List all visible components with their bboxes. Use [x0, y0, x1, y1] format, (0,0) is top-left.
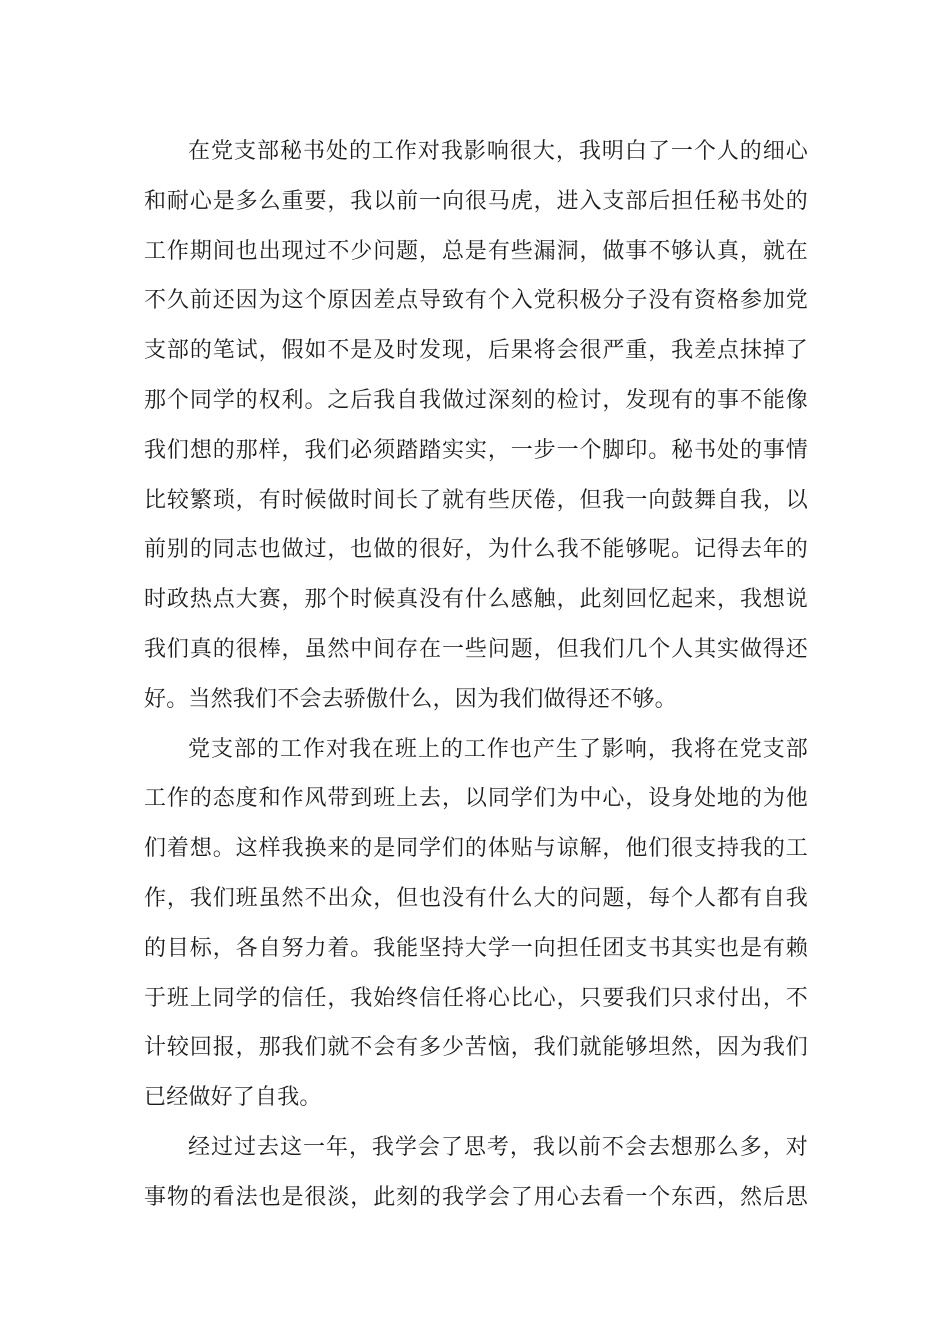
- text-line: 不久前还因为这个原因差点导致有个入党积极分子没有资格参加党: [144, 288, 808, 314]
- text-line: 们着想。这样我换来的是同学们的体贴与谅解，他们很支持我的工: [144, 836, 808, 862]
- text-line: 作，我们班虽然不出众，但也没有什么大的问题，每个人都有自我: [144, 885, 808, 911]
- text-line: 于班上同学的信任，我始终信任将心比心，只要我们只求付出，不: [144, 985, 808, 1011]
- text-line: 计较回报，那我们就不会有多少苦恼，我们就能够坦然，因为我们: [144, 1035, 808, 1061]
- paragraph: [144, 725, 808, 1123]
- text-line: 的目标，各自努力着。我能坚持大学一向担任团支书其实也是有赖: [144, 935, 808, 961]
- text-line: 比较繁琐，有时候做时间长了就有些厌倦，但我一向鼓舞自我，以: [144, 487, 808, 513]
- text-line: 前别的同志也做过，也做的很好，为什么我不能够呢。记得去年的: [144, 537, 808, 563]
- text-line: 支部的笔试，假如不是及时发现，后果将会很严重，我差点抹掉了: [144, 338, 808, 364]
- text-line: 在党支部秘书处的工作对我影响很大，我明白了一个人的细心: [188, 139, 808, 164]
- text-line: 已经做好了自我。: [144, 1085, 322, 1111]
- document-body: [144, 127, 808, 1223]
- text-line: 我们真的很棒，虽然中间存在一些问题，但我们几个人其实做得还: [144, 636, 808, 662]
- text-line: 工作的态度和作风带到班上去，以同学们为中心，设身处地的为他: [144, 786, 808, 812]
- text-line: 经过过去这一年，我学会了思考，我以前不会去想那么多，对: [188, 1134, 808, 1160]
- text-line: 党支部的工作对我在班上的工作也产生了影响，我将在党支部: [188, 736, 808, 762]
- paragraph: [144, 1123, 808, 1223]
- text-line: 我们想的那样，我们必须踏踏实实，一步一个脚印。秘书处的事情: [144, 437, 808, 463]
- text-line: 时政热点大赛，那个时候真没有什么感触，此刻回忆起来，我想说: [144, 587, 808, 613]
- paragraph: [144, 127, 808, 725]
- text-line: 好。当然我们不会去骄傲什么，因为我们做得还不够。: [144, 686, 677, 712]
- text-line: 那个同学的权利。之后我自我做过深刻的检讨，发现有的事不能像: [144, 387, 808, 413]
- text-line: 事物的看法也是很淡，此刻的我学会了用心去看一个东西，然后思: [144, 1184, 808, 1210]
- text-line: 和耐心是多么重要，我以前一向很马虎，进入支部后担任秘书处的: [144, 188, 808, 214]
- text-line: 工作期间也出现过不少问题，总是有些漏洞，做事不够认真，就在: [144, 238, 808, 264]
